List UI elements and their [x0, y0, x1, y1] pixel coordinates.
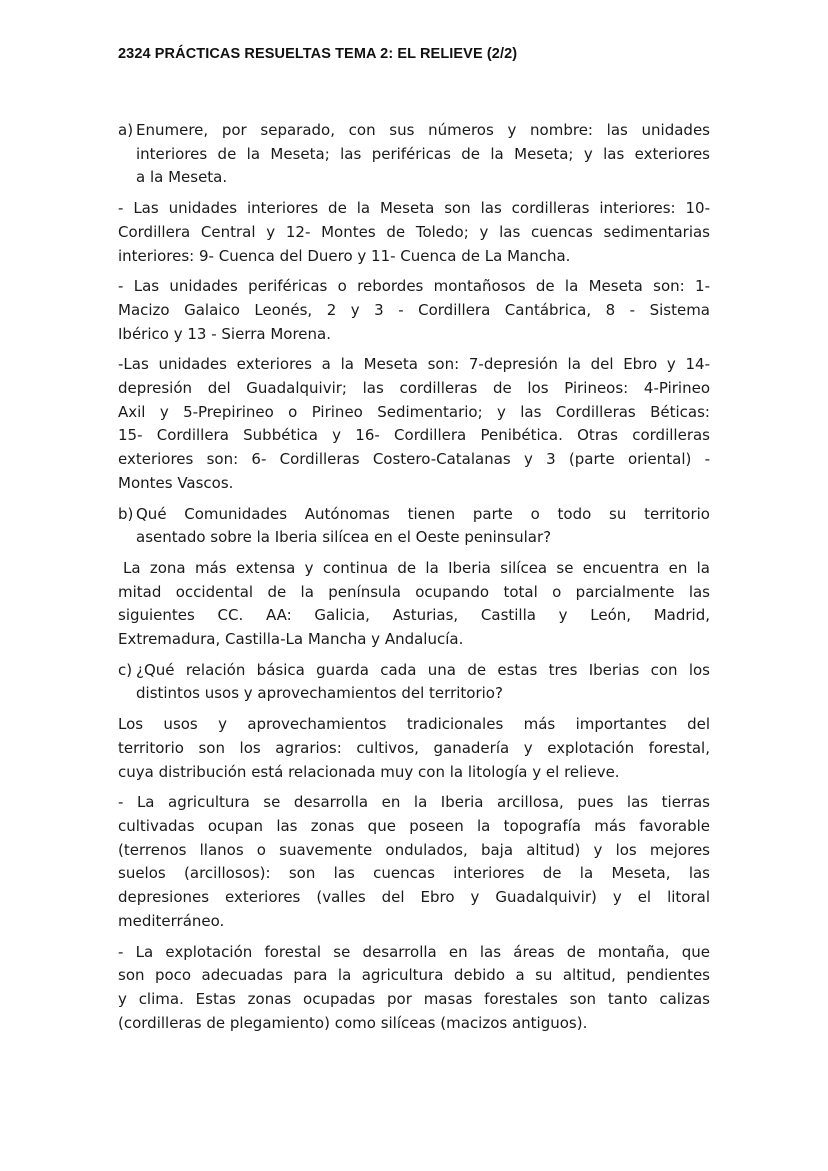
text-line: - La explotación forestal se desarrolla en las áreas de montaña, que — [118, 942, 710, 961]
question-a-marker: a) — [118, 121, 134, 139]
text-line: exteriores son: 6- Cordilleras Costero-Catalanas y 3 (parte oriental) - — [118, 450, 710, 469]
text-line: - Las unidades interiores de la Meseta son las cordilleras interiores: 10- — [118, 199, 710, 218]
question-c — [118, 659, 710, 706]
answer-c-forestry — [118, 941, 710, 1036]
text-line: Ibérico y 13 - Sierra Morena. — [118, 324, 331, 343]
answer-a-peripheral-units — [118, 275, 710, 346]
answer-b — [118, 557, 710, 652]
text-line: cultivadas ocupan las zonas que poseen la topografía más favorable — [118, 816, 710, 835]
text-line: mediterráneo. — [118, 911, 225, 930]
text-line: -Las unidades exteriores a la Meseta son: 7-depresión la del Ebro y 14- — [118, 355, 710, 374]
text-line: son poco adecuadas para la agricultura debido a su altitud, pendientes — [118, 966, 710, 985]
text-line: siguientes CC. AA: Galicia, Asturias, Castilla y León, Madrid, — [118, 606, 710, 625]
question-b-marker: b) — [118, 504, 134, 523]
answer-a-interior-units — [118, 197, 710, 268]
text-line: - La agricultura se desarrolla en la Iberia arcillosa, pues las tierras — [118, 793, 710, 812]
text-line: Montes Vascos. — [118, 473, 234, 492]
text-line: depresión del Guadalquivir; las cordilleras de los Pirineos: 4-Pirineo — [118, 379, 710, 398]
answer-c-agriculture — [118, 791, 710, 933]
text-line: asentado sobre la Iberia silícea en el Oeste peninsular? — [136, 528, 552, 547]
text-line: Macizo Galaico Leonés, 2 y 3 - Cordillera Cantábrica, 8 - Sistema — [118, 300, 710, 319]
text-line: ¿Qué relación básica guarda cada una de estas tres Iberias con los — [136, 660, 710, 679]
question-c-marker: c) — [118, 660, 133, 679]
answer-c-intro — [118, 713, 710, 784]
text-line: La zona más extensa y continua de la Iberia silícea se encuentra en la — [123, 558, 710, 577]
text-line: Cordillera Central y 12- Montes de Toledo; y las cuencas sedimentarias — [118, 222, 710, 241]
question-b — [118, 503, 710, 550]
text-line: Qué Comunidades Autónomas tienen parte o todo su territorio — [136, 504, 710, 523]
question-a — [118, 119, 710, 190]
text-line: territorio son los agrarios: cultivos, ganadería y explotación forestal, — [118, 738, 710, 757]
text-line: (cordilleras de plegamiento) como silíceas (macizos antiguos). — [118, 1013, 588, 1032]
text-line: a la Meseta. — [136, 168, 228, 187]
text-line: Los usos y aprovechamientos tradicionales más importantes del — [118, 715, 710, 734]
answer-a-exterior-units — [118, 353, 710, 495]
text-line: interiores de la Meseta; las periféricas de la Meseta; y las exteriores — [136, 144, 710, 163]
text-line: - Las unidades periféricas o rebordes montañosos de la Meseta son: 1- — [118, 277, 710, 296]
text-line: Extremadura, Castilla-La Mancha y Andalucía. — [118, 630, 464, 649]
text-line: 15- Cordillera Subbética y 16- Cordillera Penibética. Otras cordilleras — [118, 426, 710, 445]
text-line: cuya distribución está relacionada muy con la litología y el relieve. — [118, 762, 620, 781]
text-line: suelos (arcillosos): son las cuencas interiores de la Meseta, las — [118, 864, 710, 883]
text-line: distintos usos y aprovechamientos del territorio? — [136, 684, 503, 703]
page-title: 2324 PRÁCTICAS RESUELTAS TEMA 2: EL RELIEVE (2/2) — [118, 46, 518, 62]
document-body — [118, 119, 710, 1042]
text-line: Enumere, por separado, con sus números y nombre: las unidades — [136, 121, 710, 139]
text-line: interiores: 9- Cuenca del Duero y 11- Cuenca de La Mancha. — [118, 246, 571, 265]
text-line: depresiones exteriores (valles del Ebro y Guadalquivir) y el litoral — [118, 888, 710, 907]
text-line: mitad occidental de la península ocupando total o parcialmente las — [118, 582, 710, 601]
text-line: y clima. Estas zonas ocupadas por masas forestales son tanto calizas — [118, 989, 710, 1008]
text-line: Axil y 5-Prepirineo o Pirineo Sedimentario; y las Cordilleras Béticas: — [118, 402, 710, 421]
text-line: (terrenos llanos o suavemente ondulados, baja altitud) y los mejores — [118, 840, 710, 859]
